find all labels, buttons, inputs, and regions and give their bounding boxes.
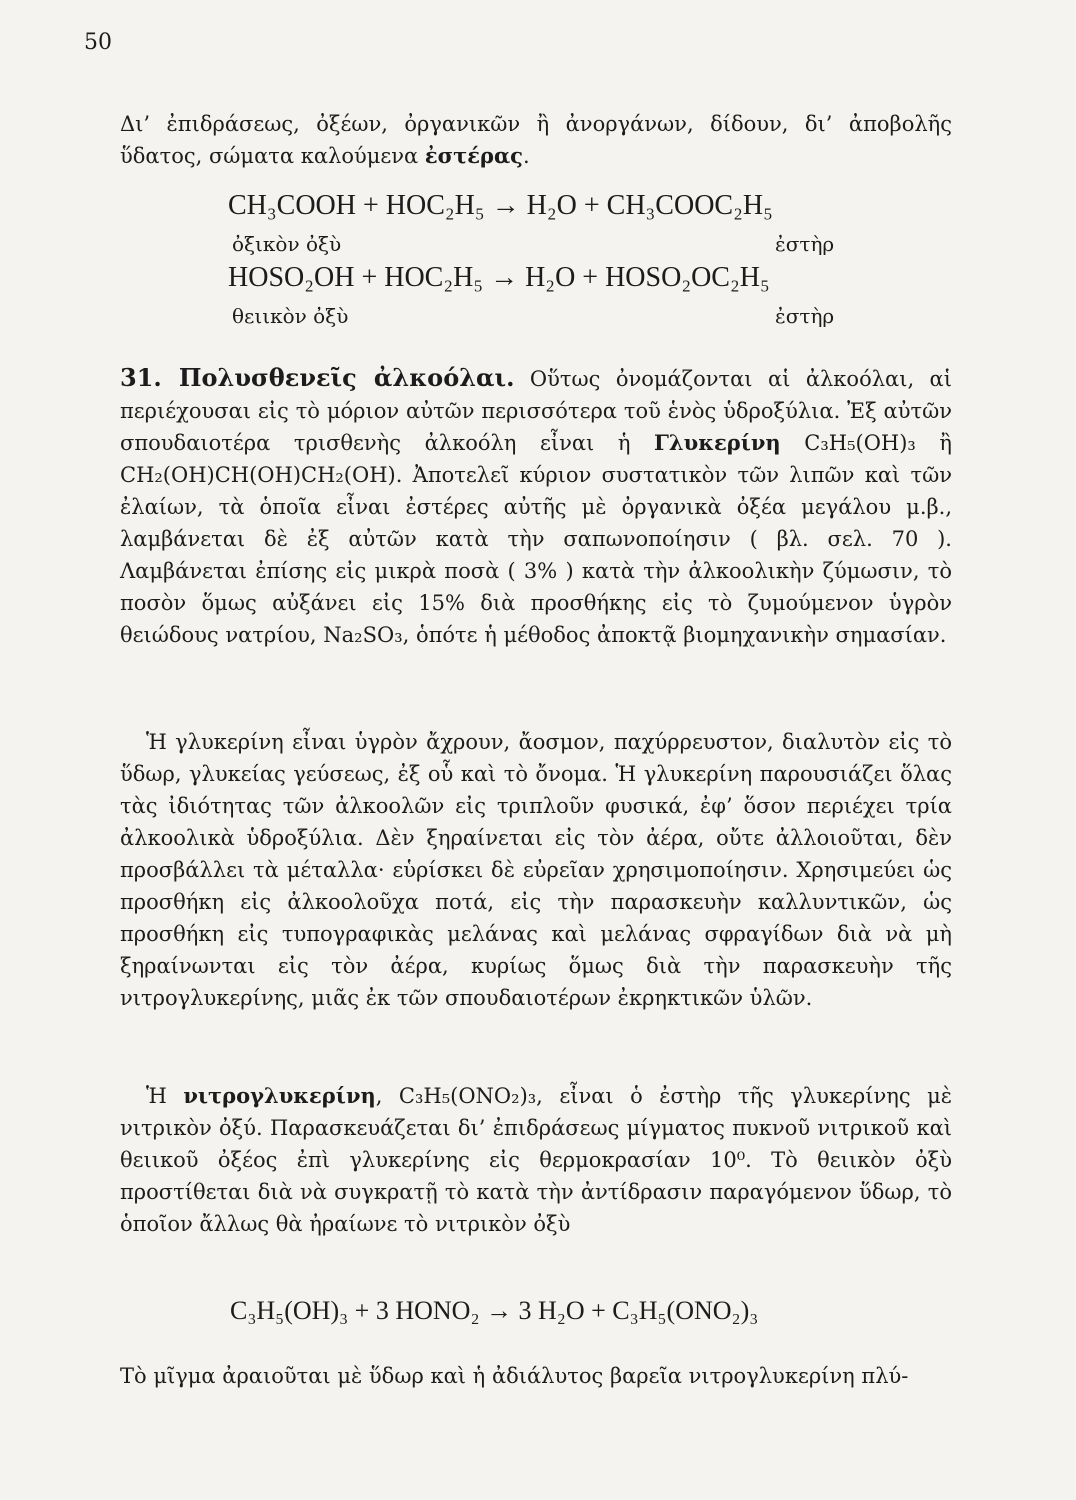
intro-paragraph bbox=[120, 108, 952, 172]
page-number: 50 bbox=[84, 30, 112, 55]
nitro-text-b: , C₃H₅(ONO₂)₃, εἶναι ὁ ἐστὴρ τῆς γλυκερίνης μὲ νιτρικὸν ὀξύ. Παρασκευάζεται δι’ ἐπιδράσεως μίγματος πυκνοῦ νιτρικοῦ καὶ θειικοῦ ὀξέος ἐπὶ γλυκερίνης εἰς θερμοκρασίαν 10⁰. Τὸ θειικὸν ὀξὺ προστίθεται διὰ νὰ συγκρατῇ τὸ κατὰ τὴν ἀντίδρασιν παραγόμενον ὕδωρ, τὸ ὁποῖον ἄλλως θὰ ἠραίωνε τὸ νιτρικὸν ὀξὺ bbox=[120, 1084, 952, 1236]
nitroglycerin-term: νιτρογλυκερίνη bbox=[183, 1083, 376, 1108]
glycerin-properties-paragraph: Ἡ γλυκερίνη εἶναι ὑγρὸν ἄχρουν, ἄοσμον, παχύρρευστον, διαλυτὸν εἰς τὸ ὕδωρ, γλυκείας γεύσεως, ἐξ οὗ καὶ τὸ ὄνομα. Ἡ γλυκερίνη παρουσιάζει ὅλας τὰς ἰδιότητας τῶν ἀλκοολῶν εἰς τριπλοῦν φυσικά, ἐφ’ ὅσον περιέχει τρία ἀλκοολικὰ ὑδροξύλια. Δὲν ξηραίνεται εἰς τὸν ἀέρα, οὔτε ἀλλοιοῦται, δὲν προσβάλλει τὰ μέταλλα· εὑρίσκει δὲ εὐρεῖαν χρησιμοποίησιν. Χρησιμεύει ὡς προσθήκη εἰς ἀλκοολοῦχα ποτά, εἰς τὴν παρασκευὴν καλλυντικῶν, ὡς προσθήκη εἰς τυπογραφικὰς μελάνας καὶ μελάνας σφραγίδων διὰ νὰ μὴ ξηραίνωνται εἰς τὸν ἀέρα, κυρίως ὅμως διὰ τὴν παρασκευὴν τῆς νιτρογλυκερίνης, μιᾶς ἐκ τῶν σπουδαιοτέρων ἐκρηκτικῶν ὑλῶν. bbox=[120, 730, 952, 1010]
section-heading: 31. Πολυσθενεῖς ἀλκοόλαι. bbox=[120, 363, 515, 392]
glycerin-term: Γλυκερίνη bbox=[654, 430, 781, 455]
reaction-1-label-right: ἐστὴρ bbox=[775, 232, 835, 256]
nitration-equation: C₃H₅(OH)₃ + 3 HONO₂ → 3 H₂O + C₃H₅(ONO₂)₃ bbox=[230, 1296, 759, 1325]
intro-text-b: . bbox=[522, 144, 530, 168]
reaction-2-label-left: θειικὸν ὀξὺ bbox=[232, 304, 349, 328]
nitroglycerin-paragraph bbox=[120, 1080, 952, 1240]
intro-bold-term: ἐστέρας bbox=[424, 143, 523, 168]
reaction-equation-2: HOSO₂OH + HOC₂H₅ → H₂O + HOSO₂OC₂H₅ bbox=[228, 262, 770, 293]
reaction-equation-1: CH₃COOH + HOC₂H₅ → H₂O + CH₃COOC₂H₅ bbox=[228, 190, 773, 221]
reaction-2-label-right: ἐστὴρ bbox=[775, 304, 835, 328]
reaction-1-label-left: ὀξικὸν ὀξὺ bbox=[232, 232, 342, 256]
continuation-line: Τὸ μῖγμα ἀραιοῦται μὲ ὕδωρ καὶ ἡ ἀδιάλυτος βαρεῖα νιτρογλυκερίνη πλύ- bbox=[120, 1364, 909, 1388]
nitro-text-a: Ἡ bbox=[146, 1084, 184, 1108]
section-text-b: C₃H₅(OH)₃ ἢ CH₂(OH)CH(OH)CH₂(OH). Ἀποτελεῖ κύριον συστατικὸν τῶν λιπῶν καὶ τῶν ἐλαίων, τὰ ὁποῖα εἶναι ἐστέρες αὐτῆς μὲ ὀργανικὰ ὀξέα μεγάλου μ.β., λαμβάνεται δὲ ἐξ αὐτῶν κατὰ τὴν σαπωνοποίησιν ( βλ. σελ. 70 ). Λαμβάνεται ἐπίσης εἰς μικρὰ ποσὰ ( 3% ) κατὰ τὴν ἀλκοολικὴν ζύμωσιν, τὸ ποσὸν ὅμως αὐξάνει εἰς 15% διὰ προσθήκης εἰς τὸ ζυμούμενον ὑγρὸν θειώδους νατρίου, Na₂SO₃, ὁπότε ἡ μέθοδος ἀποκτᾷ βιομηχανικὴν σημασίαν. bbox=[120, 431, 952, 647]
section-31-paragraph bbox=[120, 362, 952, 651]
intro-text-a: Δι’ ἐπιδράσεως, ὀξέων, ὀργανικῶν ἢ ἀνοργάνων, δίδουν, δι’ ἀποβολῆς ὕδατος, σώματα καλούμενα bbox=[120, 112, 952, 168]
section-text-a: Οὕτως ὀνομάζονται αἱ ἀλκοόλαι, αἱ περιέχουσαι εἰς τὸ μόριον αὐτῶν περισσότερα τοῦ ἑνὸς ὑδροξύλια. Ἐξ αὐτῶν σπουδαιοτέρα τρισθενὴς ἀλκοόλη εἶναι ἡ bbox=[120, 367, 952, 455]
